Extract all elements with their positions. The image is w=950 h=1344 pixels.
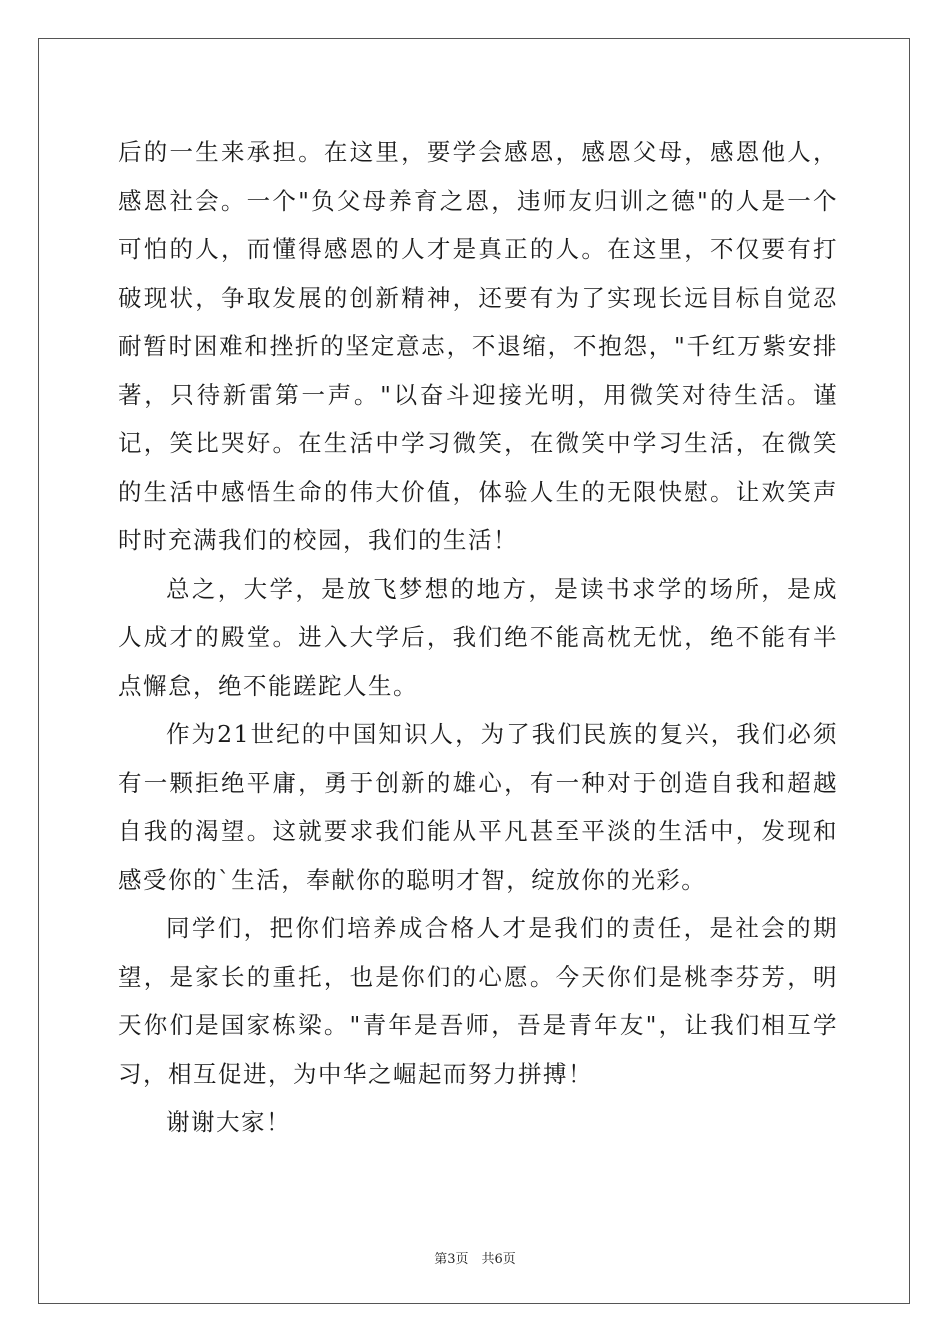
paragraph-university: 总之，大学，是放飞梦想的地方，是读书求学的场所，是成人成才的殿堂。进入大学后，我们绝不能高枕无忧，绝不能有半点懈怠，绝不能蹉跎人生。 xyxy=(118,574,838,700)
paragraph-ambition: 作为21世纪的中国知识人，为了我们民族的复兴，我们必须有一颗拒绝平庸，勇于创新的雄心，有一种对于创造自我和超越自我的渴望。这就要求我们能从平凡甚至平淡的生活中，发现和感受你的`生活，奉献你的聪明才智，绽放你的光彩。 xyxy=(118,720,838,894)
paragraph-students: 同学们，把你们培养成合格人才是我们的责任，是社会的期望，是家长的重托，也是你们的心愿。今天你们是桃李芬芳，明天你们是国家栋梁。"青年是吾师，吾是青年友"，让我们相互学习，相互促进，为中华之崛起而努力拼搏！ xyxy=(118,914,838,1088)
paragraph-gratitude: 后的一生来承担。在这里，要学会感恩，感恩父母，感恩他人，感恩社会。一个"负父母养育之恩，违师友归训之德"的人是一个可怕的人，而懂得感恩的人才是真正的人。在这里，不仅要有打破现状，争取发展的创新精神，还要有为了实现长远目标自觉忍耐暂时困难和挫折的坚定意志，不退缩，不抱怨，"千红万紫安排著，只待新雷第一声。"以奋斗迎接光明，用微笑对待生活。谨记，笑比哭好。在生活中学习微笑，在微笑中学习生活，在微笑的生活中感悟生命的伟大价值，体验人生的无限快慰。让欢笑声时时充满我们的校园，我们的生活！ xyxy=(118,138,838,554)
document-body xyxy=(118,128,838,1147)
paragraph-thanks: 谢谢大家！ xyxy=(166,1108,291,1136)
page-number-footer: 第3页 共6页 xyxy=(434,1252,516,1267)
